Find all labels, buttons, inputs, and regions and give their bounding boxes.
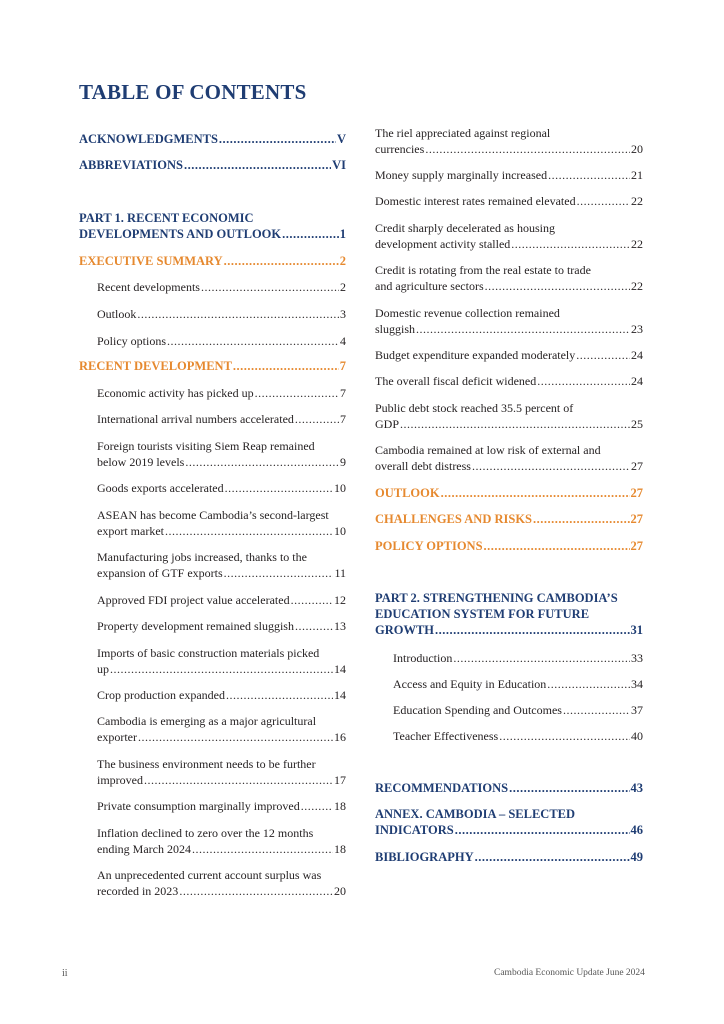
toc-page-number: 7 [339,359,346,373]
toc-page-number: 34 [631,677,643,691]
toc-page-number: 46 [630,823,643,837]
dot-leader [453,650,630,666]
toc-entry-title: CHALLENGES AND RISKS [375,512,532,526]
toc-entry-title: sluggish [375,322,416,336]
toc-entry[interactable] [97,549,346,581]
dot-leader [167,333,339,349]
toc-page-number: 21 [631,168,643,182]
dot-leader [435,622,629,638]
toc-page-number: 33 [631,651,643,665]
toc-entry-title: exporter [97,730,137,744]
toc-entry-title: Foreign tourists visiting Siem Reap remained [97,439,315,453]
toc-page-number: 10 [334,481,346,495]
dot-leader [576,347,630,363]
toc-entry-title: GROWTH [375,623,435,637]
dot-leader [225,480,333,496]
toc-page-number: 18 [334,842,346,856]
dot-leader [472,458,630,474]
toc-page-number: 11 [334,566,346,580]
toc-entry[interactable] [393,650,643,666]
toc-entry-title: Public debt stock reached 35.5 percent of [375,401,574,415]
toc-entry-title: Approved FDI project value accelerated [97,593,290,607]
toc-entry[interactable] [97,687,346,703]
toc-entry[interactable] [97,867,346,899]
dot-leader [295,411,339,427]
toc-page-number: 24 [631,348,643,362]
toc-entry-title: INDICATORS [375,823,454,837]
toc-page-number: 24 [631,374,643,388]
toc-entry[interactable] [393,728,643,744]
dot-leader [233,358,339,374]
footer-running-title: Cambodia Economic Update June 2024 [494,968,645,978]
toc-entry-title: The riel appreciated against regional [375,126,551,140]
toc-entry[interactable] [375,125,643,157]
toc-page-number: 31 [630,623,643,637]
toc-entry[interactable] [97,438,346,470]
toc-entry-title: Credit is rotating from the real estate to trade [375,263,591,277]
dot-leader [416,321,630,337]
toc-entry-title: The business environment needs to be further [97,757,316,771]
toc-entry-title: below 2019 levels [97,455,185,469]
toc-entry[interactable] [97,333,346,349]
toc-page-number: 25 [631,417,643,431]
toc-entry-title: Cambodia is emerging as a major agricultural [97,714,317,728]
toc-entry-title: Policy options [97,334,167,348]
toc-entry-title: Manufacturing jobs increased, thanks to the [97,550,307,564]
dot-leader [475,849,630,865]
toc-page-number: 16 [334,730,346,744]
toc-entry-title: Domestic revenue collection remained [375,306,560,320]
toc-entry-title: Outlook [97,307,137,321]
toc-page-number: 4 [340,334,346,348]
dot-leader [577,193,630,209]
toc-entry-title: Private consumption marginally improved [97,799,300,813]
toc-entry-title: Imports of basic construction materials picked [97,646,320,660]
toc-entry[interactable] [97,385,346,401]
dot-leader [137,306,339,322]
toc-page-number: 43 [630,781,643,795]
toc-entry-title: Recent developments [97,280,200,294]
toc-entry-title: An unprecedented current account surplus was [97,868,322,882]
toc-entry[interactable] [375,400,643,432]
toc-page-number: 27 [631,459,643,473]
toc-entry-title: The overall fiscal deficit widened [375,374,537,388]
toc-entry[interactable] [79,358,346,374]
toc-entry[interactable] [97,279,346,295]
toc-entry-title: GDP [375,417,400,431]
dot-leader [295,618,333,634]
toc-page-number: 37 [631,703,643,717]
toc-entry[interactable] [375,511,643,527]
toc-page-number: 20 [334,884,346,898]
toc-entry[interactable] [375,442,643,474]
toc-entry[interactable] [97,507,346,539]
toc-entry[interactable] [97,306,346,322]
dot-leader [511,236,630,252]
dot-leader [110,661,333,677]
dot-leader [537,373,630,389]
toc-entry-title: Domestic interest rates remained elevated [375,194,576,208]
toc-page-number: 27 [630,539,643,553]
toc-entry[interactable] [375,193,643,209]
toc-entry[interactable] [97,618,346,634]
dot-leader [547,676,630,692]
toc-entry-title: ABBREVIATIONS [79,158,183,172]
dot-leader [533,511,630,527]
toc-entry-title: RECOMMENDATIONS [375,781,509,795]
toc-entry[interactable] [79,157,346,173]
toc-page-number: 2 [339,254,346,268]
toc-entry-title: export market [97,524,164,538]
dot-leader [301,798,333,814]
toc-entry-title: Education Spending and Outcomes [393,703,562,717]
toc-entry[interactable] [375,262,643,294]
toc-entry[interactable] [97,592,346,608]
toc-entry-title: ASEAN has become Cambodia’s second-largest [97,508,329,522]
dot-leader [179,883,333,899]
toc-entry[interactable] [393,702,643,718]
toc-page-number: 13 [334,619,346,633]
toc-page-number: VI [332,158,346,172]
toc-entry-title: BIBLIOGRAPHY [375,850,474,864]
toc-entry-title: Inflation declined to zero over the 12 months [97,826,314,840]
toc-entry-title: DEVELOPMENTS AND OUTLOOK [79,227,282,241]
toc-page-number: 40 [631,729,643,743]
toc-page-number: 22 [631,194,643,208]
toc-entry[interactable] [375,780,643,796]
toc-entry-title: up [97,662,109,676]
toc-entry[interactable] [375,305,643,337]
toc-page-number: 14 [334,662,346,676]
toc-entry-title: currencies [375,142,425,156]
toc-entry[interactable] [375,590,643,638]
toc-entry-title: Credit sharply decelerated as housing [375,221,555,235]
toc-entry-title: Crop production expanded [97,688,225,702]
footer-page-number: ii [62,968,68,979]
toc-entry[interactable] [375,167,643,183]
dot-leader [144,772,333,788]
toc-entry[interactable] [375,347,643,363]
toc-entry[interactable] [97,756,346,788]
toc-entry-title: Teacher Effectiveness [393,729,499,743]
dot-leader [201,279,339,295]
toc-entry-title: development activity stalled [375,237,511,251]
toc-entry[interactable] [97,825,346,857]
toc-entry-title: EDUCATION SYSTEM FOR FUTURE [375,607,590,621]
toc-entry-title: Budget expenditure expanded moderately [375,348,576,362]
toc-entry-title: OUTLOOK [375,486,440,500]
toc-entry[interactable] [79,253,346,269]
toc-page-number: 1 [339,227,346,241]
toc-page-number: 10 [334,524,346,538]
toc-entry[interactable] [375,538,643,554]
toc-page-number: 27 [630,486,643,500]
toc-entry-title: expansion of GTF exports [97,566,223,580]
dot-leader [563,702,630,718]
dot-leader [400,416,630,432]
dot-leader [485,278,630,294]
toc-page-number: 22 [631,237,643,251]
toc-entry[interactable] [97,798,346,814]
toc-entry-title: Introduction [393,651,453,665]
dot-leader [185,454,339,470]
toc-entry-title: Cambodia remained at low risk of external and [375,443,601,457]
toc-entry-title: PART 1. RECENT ECONOMIC [79,211,254,225]
toc-page-number: 14 [334,688,346,702]
toc-entry[interactable] [97,645,346,677]
dot-leader [226,687,333,703]
dot-leader [291,592,333,608]
dot-leader [184,157,331,173]
dot-leader [441,485,630,501]
toc-entry-title: Money supply marginally increased [375,168,548,182]
toc-entry[interactable] [375,220,643,252]
dot-leader [255,385,339,401]
page-title: TABLE OF CONTENTS [79,80,307,104]
toc-page-number: 2 [340,280,346,294]
toc-entry[interactable] [97,713,346,745]
toc-entry[interactable] [79,131,346,147]
toc-entry-title: EXECUTIVE SUMMARY [79,254,223,268]
toc-entry[interactable] [375,806,643,838]
toc-entry-title: recorded in 2023 [97,884,179,898]
dot-leader [224,253,339,269]
dot-leader [282,226,339,242]
toc-entry-title: and agriculture sectors [375,279,484,293]
toc-entry-title: improved [97,773,143,787]
toc-entry[interactable] [97,480,346,496]
toc-entry-title: ending March 2024 [97,842,191,856]
toc-page-number: 23 [631,322,643,336]
toc-page-number: 7 [340,386,346,400]
dot-leader [499,728,630,744]
toc-page-number: V [336,132,346,146]
toc-entry-title: POLICY OPTIONS [375,539,483,553]
toc-entry-title: Goods exports accelerated [97,481,224,495]
dot-leader [509,780,629,796]
toc-entry[interactable] [375,849,643,865]
dot-leader [425,141,630,157]
toc-page-number: 17 [334,773,346,787]
dot-leader [548,167,630,183]
dot-leader [138,729,333,745]
toc-entry-title: overall debt distress [375,459,471,473]
toc-entry-title: ANNEX. CAMBODIA – SELECTED [375,807,576,821]
toc-entry[interactable] [375,485,643,501]
toc-entry-title: International arrival numbers accelerated [97,412,294,426]
toc-entry-title: ACKNOWLEDGMENTS [79,132,218,146]
toc-entry-title: PART 2. STRENGTHENING CAMBODIA’S [375,591,618,605]
toc-page-number: 49 [630,850,643,864]
toc-entry-title: Access and Equity in Education [393,677,547,691]
toc-page-number: 20 [631,142,643,156]
dot-leader [484,538,630,554]
dot-leader [165,523,333,539]
toc-page-number: 22 [631,279,643,293]
dot-leader [219,131,336,147]
toc-page-number: 3 [340,307,346,321]
toc-entry-title: Economic activity has picked up [97,386,254,400]
toc-entry-title: RECENT DEVELOPMENT [79,359,232,373]
toc-page-number: 18 [334,799,346,813]
toc-entry-title: Property development remained sluggish [97,619,294,633]
dot-leader [224,565,334,581]
toc-entry[interactable] [393,676,643,692]
toc-page-number: 7 [340,412,346,426]
toc-page-number: 27 [630,512,643,526]
toc-entry[interactable] [79,210,346,242]
toc-entry[interactable] [375,373,643,389]
dot-leader [455,822,630,838]
toc-entry[interactable] [97,411,346,427]
dot-leader [192,841,333,857]
toc-page-number: 9 [340,455,346,469]
toc-page-number: 12 [334,593,346,607]
